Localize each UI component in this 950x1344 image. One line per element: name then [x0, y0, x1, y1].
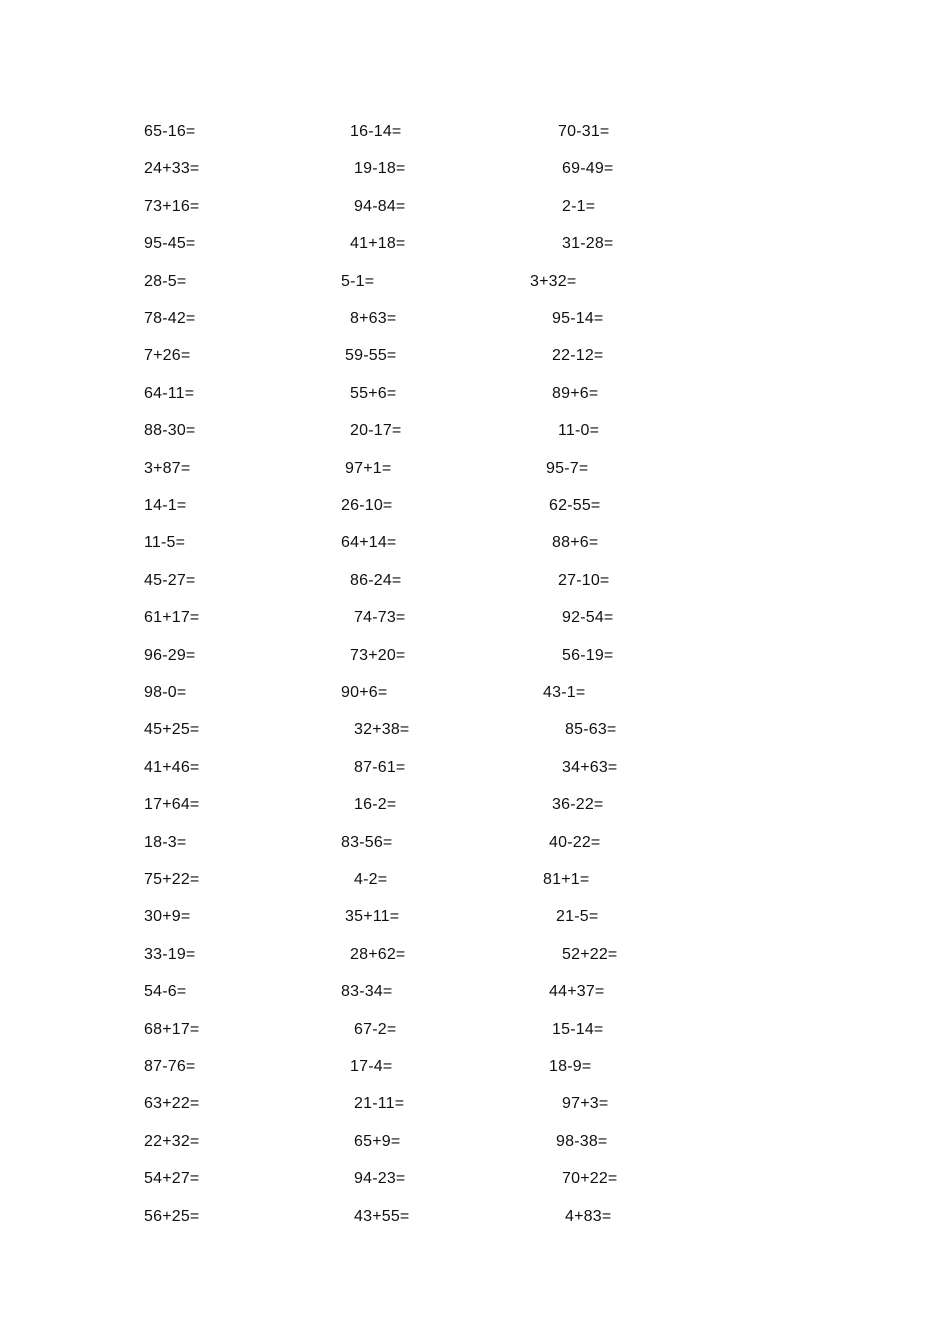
math-problem: 73+16=: [144, 197, 200, 215]
math-problem: 97+3=: [562, 1095, 609, 1113]
math-problem: 95-7=: [546, 459, 589, 477]
problem-row: [0, 1092, 950, 1116]
math-problem: 4+83=: [565, 1207, 612, 1225]
problem-row: [0, 606, 950, 630]
math-problem: 87-76=: [144, 1058, 196, 1075]
math-problem: 85-63=: [565, 721, 617, 739]
math-problem: 69-49=: [562, 160, 614, 178]
math-problem: 26-10=: [341, 497, 393, 514]
math-problem: 32+38=: [354, 721, 410, 739]
problem-row: [0, 793, 950, 817]
problem-row: [0, 195, 950, 219]
problem-row: [0, 718, 950, 742]
problem-row: [0, 868, 950, 892]
problem-row: [0, 1055, 950, 1079]
math-problem: 70+22=: [562, 1170, 618, 1188]
problem-row: [0, 270, 950, 294]
math-problem: 54-6=: [144, 983, 187, 1001]
math-problem: 27-10=: [558, 571, 610, 589]
math-problem: 41+46=: [144, 758, 200, 776]
math-problem: 17-4=: [350, 1058, 393, 1075]
math-problem: 8+63=: [350, 310, 397, 327]
problem-row: [0, 1018, 950, 1042]
math-problem: 92-54=: [562, 609, 614, 627]
math-problem: 63+22=: [144, 1095, 200, 1113]
problem-row: [0, 157, 950, 181]
math-problem: 87-61=: [354, 758, 406, 776]
math-problem: 35+11=: [345, 908, 400, 926]
math-problem: 94-84=: [354, 197, 406, 215]
problem-row: [0, 344, 950, 368]
math-problem: 97+1=: [345, 459, 392, 477]
math-problem: 81+1=: [543, 871, 590, 888]
math-problem: 4-2=: [354, 871, 388, 888]
math-problem: 56+25=: [144, 1207, 200, 1225]
math-problem: 7+26=: [144, 347, 191, 365]
math-problem: 98-0=: [144, 684, 187, 701]
math-problem: 75+22=: [144, 871, 200, 888]
math-problem: 41+18=: [350, 235, 406, 253]
math-problem: 65-16=: [144, 123, 196, 140]
problem-row: [0, 457, 950, 481]
math-problem: 64-11=: [144, 384, 195, 402]
problem-row: [0, 1205, 950, 1229]
math-problem: 88+6=: [552, 534, 599, 552]
problem-row: [0, 905, 950, 929]
problem-row: [0, 531, 950, 555]
math-problem: 22+32=: [144, 1132, 200, 1150]
problem-row: [0, 644, 950, 668]
math-problem: 40-22=: [549, 833, 601, 851]
problem-row: [0, 1167, 950, 1191]
math-problem: 64+14=: [341, 534, 397, 552]
math-problem: 43+55=: [354, 1207, 410, 1225]
math-problem: 45+25=: [144, 721, 200, 739]
math-problem: 28+62=: [350, 945, 406, 963]
math-problem: 74-73=: [354, 609, 406, 627]
math-problem: 15-14=: [552, 1020, 604, 1038]
math-problem: 67-2=: [354, 1020, 397, 1038]
math-problem: 5-1=: [341, 272, 375, 290]
math-problem: 44+37=: [549, 983, 605, 1001]
math-problem: 56-19=: [562, 646, 614, 664]
math-problem: 88-30=: [144, 422, 196, 440]
math-problem: 36-22=: [552, 796, 604, 814]
math-problem: 90+6=: [341, 684, 388, 701]
math-problem: 20-17=: [350, 422, 402, 440]
math-problem: 11-5=: [144, 534, 186, 552]
problem-row: [0, 756, 950, 780]
math-problem: 78-42=: [144, 310, 196, 327]
problem-row: [0, 419, 950, 443]
problem-row: [0, 943, 950, 967]
math-problem: 33-19=: [144, 945, 196, 963]
math-problem: 45-27=: [144, 571, 196, 589]
math-problem: 21-5=: [556, 908, 599, 926]
problem-row: [0, 494, 950, 518]
math-problem: 59-55=: [345, 347, 397, 365]
math-problem: 2-1=: [562, 197, 596, 215]
math-problem: 11-0=: [558, 422, 600, 440]
problem-row: [0, 120, 950, 144]
math-problem: 16-14=: [350, 123, 402, 140]
problem-row: [0, 232, 950, 256]
math-problem: 70-31=: [558, 123, 610, 140]
math-problem: 43-1=: [543, 684, 586, 701]
problem-row: [0, 980, 950, 1004]
math-problem: 94-23=: [354, 1170, 406, 1188]
problem-row: [0, 569, 950, 593]
problem-row: [0, 681, 950, 705]
math-problem: 3+87=: [144, 459, 191, 477]
math-problem: 18-3=: [144, 833, 187, 851]
math-problem: 96-29=: [144, 646, 196, 664]
math-problem: 18-9=: [549, 1058, 592, 1075]
math-problem: 34+63=: [562, 758, 618, 776]
math-problem: 52+22=: [562, 945, 618, 963]
math-problem: 95-45=: [144, 235, 196, 253]
math-problem: 54+27=: [144, 1170, 200, 1188]
math-problem: 98-38=: [556, 1132, 608, 1150]
math-problem: 21-11=: [354, 1095, 405, 1113]
math-problem: 3+32=: [530, 272, 577, 290]
math-problem: 16-2=: [354, 796, 397, 814]
math-problem: 17+64=: [144, 796, 200, 814]
math-problem: 65+9=: [354, 1132, 401, 1150]
problem-row: [0, 831, 950, 855]
problem-row: [0, 382, 950, 406]
math-problem: 61+17=: [144, 609, 200, 627]
math-problem: 19-18=: [354, 160, 406, 178]
math-problem: 68+17=: [144, 1020, 200, 1038]
math-problem: 22-12=: [552, 347, 604, 365]
math-problem: 24+33=: [144, 160, 200, 178]
math-problem: 86-24=: [350, 571, 402, 589]
math-problem: 30+9=: [144, 908, 191, 926]
math-problem: 62-55=: [549, 497, 601, 514]
math-problem: 73+20=: [350, 646, 406, 664]
math-problem: 14-1=: [144, 497, 187, 514]
math-problem: 31-28=: [562, 235, 614, 253]
problem-row: [0, 1130, 950, 1154]
math-problem: 95-14=: [552, 310, 604, 327]
math-problem: 55+6=: [350, 384, 397, 402]
math-problem: 28-5=: [144, 272, 187, 290]
math-problem: 83-34=: [341, 983, 393, 1001]
math-problem: 83-56=: [341, 833, 393, 851]
problem-row: [0, 307, 950, 331]
math-problem: 89+6=: [552, 384, 599, 402]
